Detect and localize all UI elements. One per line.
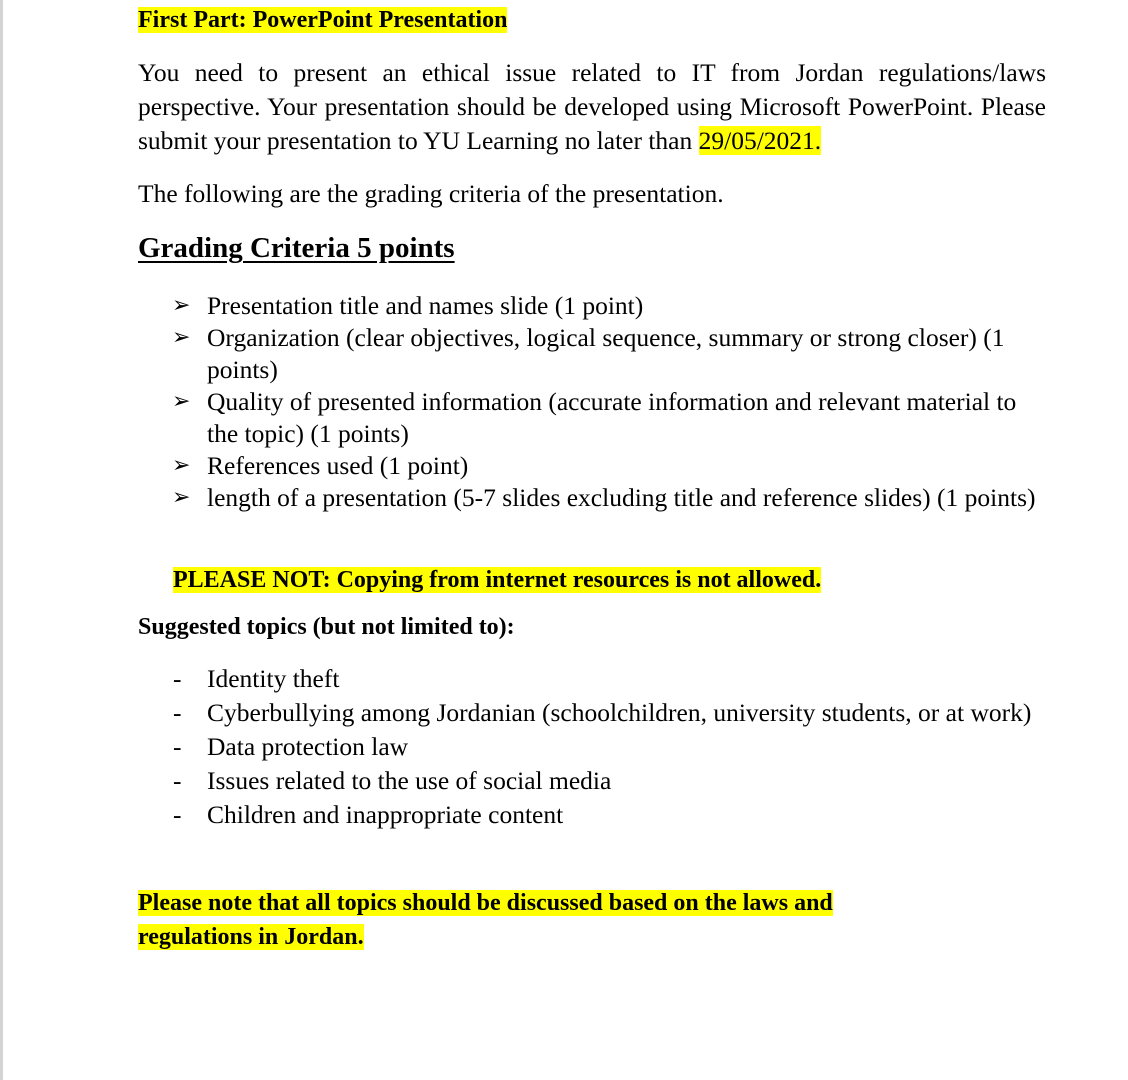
topic-item-text: Cyberbullying among Jordanian (schoolchildren, university students, or at work) [207,698,1032,727]
topic-item-text: Issues related to the use of social media [207,766,612,795]
copy-warning [173,563,821,597]
dash-bullet: - [173,664,182,693]
criteria-item [138,322,1046,386]
criteria-item-text: Organization (clear objectives, logical sequence, summary or strong closer) (1 points) [207,323,1005,384]
copy-warning-text: PLEASE NOT: Copying from internet resources is not allowed. [173,567,822,593]
topic-item [138,696,1046,730]
arrow-bullet-icon: ➢ [172,325,191,350]
dash-bullet: - [173,698,182,727]
arrow-bullet-icon: ➢ [172,293,191,318]
laws-note-line: regulations in Jordan. [138,924,364,950]
criteria-item [138,386,1046,450]
topic-item-text: Identity theft [207,664,340,693]
intro-paragraph [138,56,1046,158]
topic-item [138,662,1046,696]
dash-bullet: - [173,766,182,795]
criteria-item [138,290,1046,322]
criteria-item-text: Quality of presented information (accurate information and relevant material to the topic) (1 points) [207,387,1017,448]
criteria-item [138,482,1046,514]
criteria-list [138,290,1046,514]
topics-heading: Suggested topics (but not limited to): [138,614,515,640]
laws-note-line: Please note that all topics should be discussed based on the laws and [138,890,833,916]
arrow-bullet-icon: ➢ [172,485,191,510]
topic-item [138,730,1046,764]
criteria-item-text: Presentation title and names slide (1 point) [207,291,644,320]
document-title [138,3,507,37]
topic-item-text: Children and inappropriate content [207,800,564,829]
arrow-bullet-icon: ➢ [172,453,191,478]
deadline-date: 29/05/2021. [698,126,822,155]
criteria-item [138,450,1046,482]
topic-item [138,764,1046,798]
criteria-heading: Grading Criteria 5 points [138,232,455,264]
intro-text: You need to present an ethical issue related to IT from Jordan regulations/laws perspective. Your presentation should be developed using Microsoft PowerPoint. Please submit your presentation to YU Learning no later than [138,58,1046,155]
criteria-item-text: References used (1 point) [207,451,469,480]
criteria-item-text: length of a presentation (5-7 slides excluding title and reference slides) (1 points) [207,483,1036,512]
topic-item-text: Data protection law [207,732,409,761]
arrow-bullet-icon: ➢ [172,389,191,414]
dash-bullet: - [173,732,182,761]
dash-bullet: - [173,800,182,829]
laws-note [138,886,833,954]
topic-item [138,798,1046,832]
document-title-text: First Part: PowerPoint Presentation [138,7,508,33]
topics-list [138,662,1046,832]
page-left-edge [0,0,3,1080]
criteria-intro: The following are the grading criteria of the presentation. [138,179,724,208]
